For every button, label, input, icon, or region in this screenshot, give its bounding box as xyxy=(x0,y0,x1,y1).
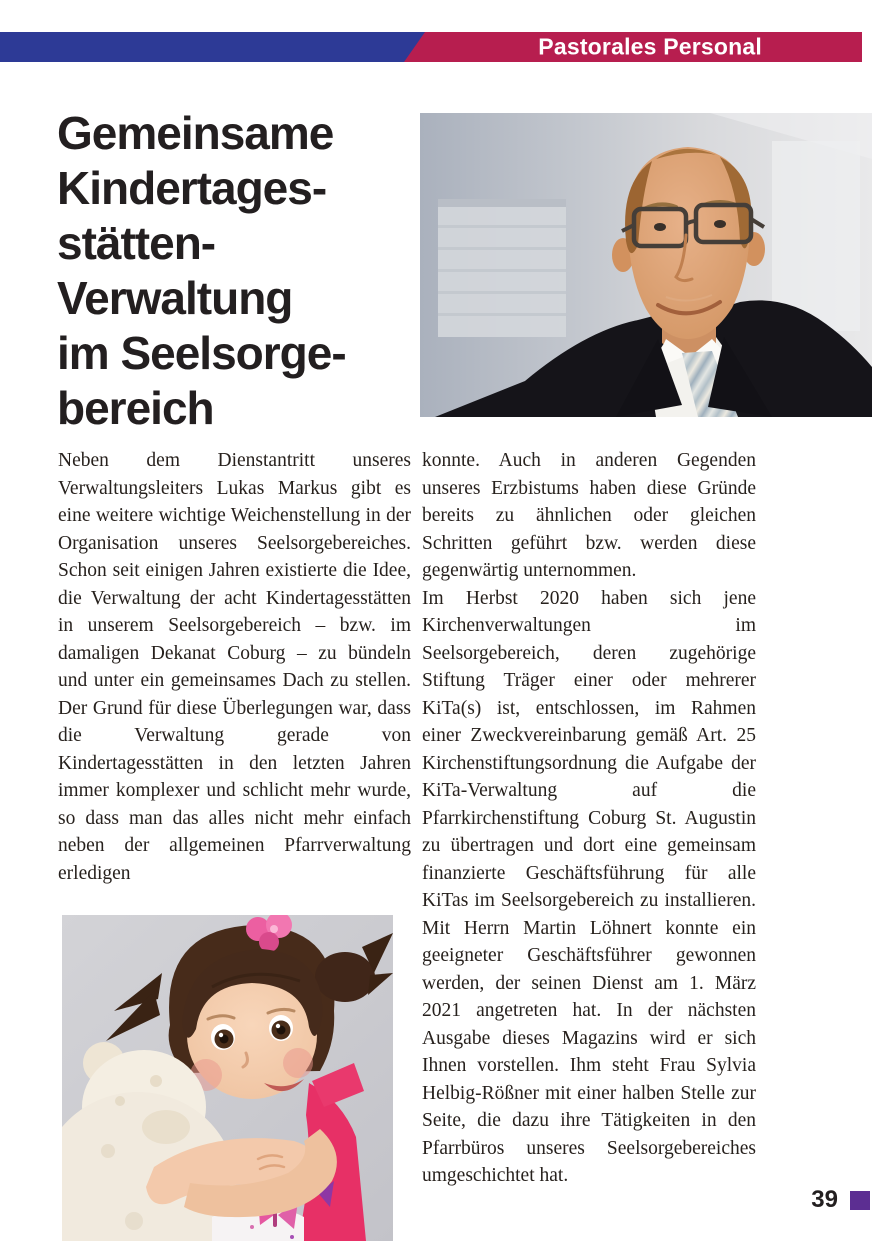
portrait-photo xyxy=(420,113,872,417)
section-header-bar xyxy=(0,32,862,62)
girl-face xyxy=(182,949,322,1099)
page-number: 39 xyxy=(811,1186,838,1213)
article-title-line: Gemeinsame xyxy=(57,107,334,159)
paragraph: Im Herbst 2020 haben sich jene Kirchenverwaltungen im Seelsorgebereich, deren zugehörige Stiftung Träger einer oder mehrerer KiTa(s) ist, entschlossen, im Rahmen einer Zweckvereinbarung gemäß Art. 25 Kirchenstiftungsordnung die Aufgabe der KiTa-Verwaltung auf die Pfarrkirchenstiftung Coburg St. Augustin zu übertragen und dort eine gemeinsam finanzierte Geschäftsführung für alle KiTas im Seelsorgebereich zu installieren. Mit Herrn Martin Löhnert konnte ein geeigneter Geschäftsführer gewonnen werden, der seinen Dienst am 1. März 2021 angetreten hat. In der nächsten Ausgabe dieses Magazins wird er sich Ihnen vorstellen. Ihm steht Frau Sylvia Helbig-Rößner mit einer halben Stelle zur Seite, die dazu ihre Tätigkeiten in den Pfarrbüros unseres Seelsorgebereiches umgeschichtet hat. xyxy=(422,587,756,1186)
article-column-left xyxy=(58,447,411,887)
article-title-line: stätten- xyxy=(57,217,216,269)
paragraph: Neben dem Dienstantritt unseres Verwaltungsleiters Lukas Markus gibt es eine weitere wichtige Weichenstellung in der Organisation unseres Seelsorgebereiches. Schon seit einigen Jahren existierte die Idee, die Verwaltung der acht Kindertagesstätten in unserem Seelsorgebereich – bzw. im damaligen Dekanat Coburg – zu bündeln und unter ein gemeinsames Dach zu stellen. Der Grund für diese Überlegungen war, dass die Verwaltung gerade von Kindertagesstätten in den letzten Jahren immer komplexer und schlicht mehr wurde, so dass man das alles nicht mehr einfach neben der allgemeinen Pfarrverwaltung erledigen xyxy=(58,450,411,884)
section-label: Pastorales Personal xyxy=(538,33,762,60)
child-photo xyxy=(62,915,393,1241)
page-number-marker xyxy=(850,1191,870,1210)
article-title-line: Kindertages- xyxy=(57,162,327,214)
article-title-line: bereich xyxy=(57,382,214,434)
article-column-right xyxy=(422,447,756,1190)
paragraph: konnte. Auch in anderen Gegenden unseres Erzbistums haben diese Gründe bereits zu ähnlichen oder gleichen Schritten geführt bzw. werden diese gegenwärtig unternommen. xyxy=(422,450,756,581)
article-title-line: Verwaltung xyxy=(57,272,293,324)
portrait-photo-illustration xyxy=(420,113,872,417)
article-title-line: im Seelsorge- xyxy=(57,327,346,379)
child-photo-illustration xyxy=(62,915,393,1241)
article-title xyxy=(57,106,422,436)
